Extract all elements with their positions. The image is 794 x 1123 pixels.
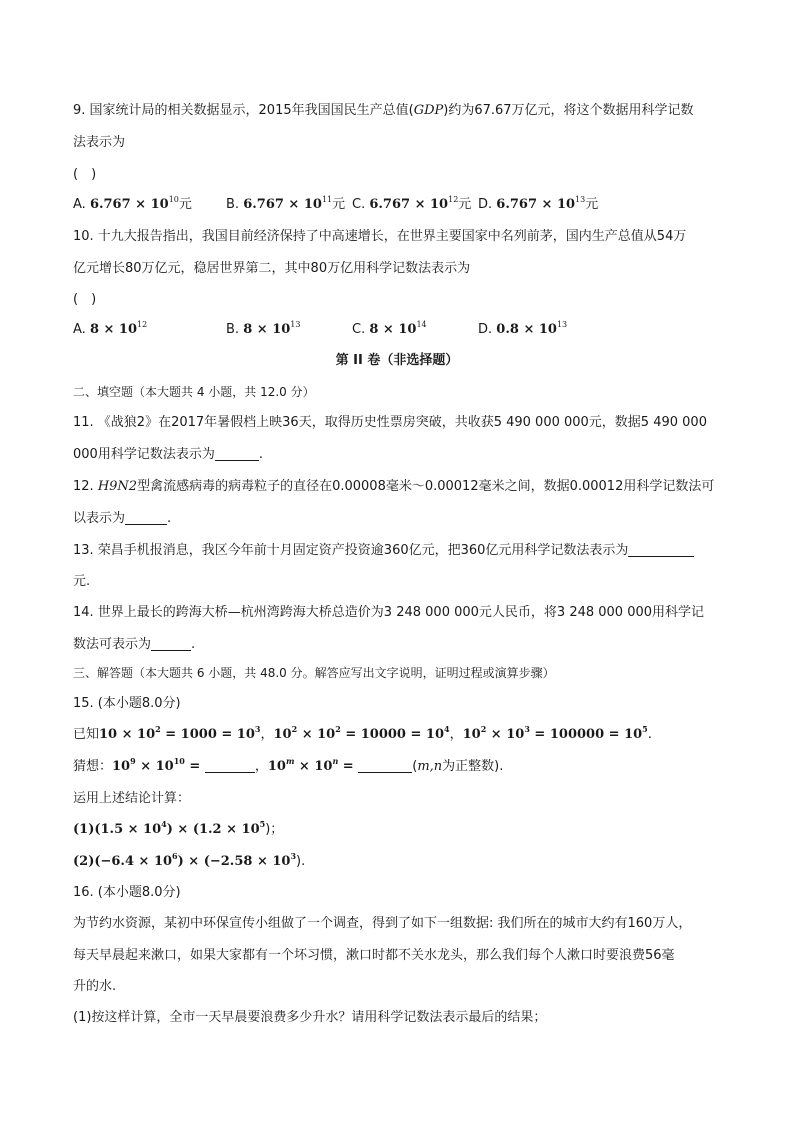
part2-title: 第 II 卷（非选择题）: [335, 353, 459, 368]
q15-guess-blank-2[interactable]: [358, 758, 412, 773]
q13-answer-blank[interactable]: [628, 542, 694, 557]
q16-header: 16. (本小题8.0分): [73, 885, 181, 900]
q11-line2: 000用科学记数法表示为 .: [73, 447, 263, 462]
q11-answer-blank[interactable]: [215, 446, 259, 461]
q9-line1: 9. 国家统计局的相关数据显示，2015年我国国民生产总值(GDP)约为67.67万亿元，将这个数据用科学记数: [73, 103, 694, 118]
q10-option-c: C. $8 \times 10^{14}$: [352, 320, 427, 337]
q9-option-b: B. $6.767 \times 10^{11}$元: [226, 195, 346, 212]
q12-line2: 以表示为 .: [73, 511, 172, 526]
q12-line1: 12. H9N2型禽流感病毒的病毒粒子的直径在0.00008毫米～0.00012毫米之间，数据0.00012用科学记数法可: [73, 479, 715, 494]
q15-calc2: $(2)(-6.4 \times 10^6) \times (-2.58 \times 10^3)$.: [73, 851, 306, 869]
q13-line2: 元.: [73, 574, 91, 589]
q10-option-d: D. $0.8 \times 10^{13}$: [478, 320, 568, 337]
q15-apply: 运用上述结论计算：: [73, 791, 191, 806]
q16-line2: 每天早晨起来漱口，如果大家都有一个坏习惯，漱口时都不关水龙头，那么我们每个人漱口时要浪费56毫: [73, 948, 675, 963]
q15-guess: 猜想：$10^9 \times 10^{10}$ = ，$10^m \times 10^n = (m,n$为正整数).: [73, 756, 504, 774]
q10-option-a: A. $8 \times 10^{12}$: [73, 320, 148, 337]
q9-option-a: A. $6.767 \times 10^{10}$元: [73, 195, 192, 212]
q9-paren: ( ): [73, 167, 97, 182]
q10-line1: 10. 十九大报告指出，我国目前经济保持了中高速增长，在世界主要国家中名列前茅，国内生产总值从54万: [73, 229, 687, 244]
q10-option-b: B. $8 \times 10^{13}$: [226, 320, 301, 337]
q11-line1: 11. 《战狼2》在2017年暑假档上映36天，取得历史性票房突破，共收获5 490 000 000元，数据5 490 000: [73, 415, 707, 430]
q16-line1: 为节约水资源，某初中环保宣传小组做了一个调查，得到了如下一组数据: 我们所在的城市大约有160万人，: [73, 916, 692, 931]
q10-line2: 亿元增长80万亿元，稳居世界第二，其中80万亿用科学记数法表示为: [73, 261, 471, 276]
q15-guess-blank-1[interactable]: [205, 758, 255, 773]
section2-heading: 二、填空题（本大题共 4 小题，共 12.0 分）: [73, 385, 315, 399]
q15-known: 已知$10 \times 10^2 = 1000 = 10^3$，$10^2 \times 10^2 = 10000 = 10^4$，$10^2 \times 10^3 = 100000 = 10^5$.: [73, 724, 652, 742]
q13-line1: 13. 荣昌手机报消息，我区今年前十月固定资产投资逾360亿元，把360亿元用科学记数法表示为: [73, 541, 694, 561]
q12-answer-blank[interactable]: [125, 510, 167, 525]
q10-paren: ( ): [73, 292, 97, 307]
q9-option-d: D. $6.767 \times 10^{13}$元: [478, 195, 599, 212]
q14-line1: 14. 世界上最长的跨海大桥—杭州湾跨海大桥总造价为3 248 000 000元人民币，将3 248 000 000用科学记: [73, 605, 705, 620]
q9-line2: 法表示为: [73, 135, 126, 150]
q14-line2: 数法可表示为 .: [73, 637, 196, 652]
q15-header: 15. (本小题8.0分): [73, 696, 181, 711]
q16-line3: 升的水.: [73, 979, 117, 994]
q16-line4: (1)按这样计算，全市一天早晨要浪费多少升水？请用科学记数法表示最后的结果；: [73, 1010, 547, 1025]
section3-heading: 三、解答题（本大题共 6 小题，共 48.0 分。解答应写出文字说明，证明过程或演算步骤）: [73, 666, 555, 680]
q9-option-c: C. $6.767 \times 10^{12}$元: [352, 195, 472, 212]
q15-calc1: $(1)(1.5 \times 10^4) \times (1.2 \times 10^5)$；: [73, 819, 284, 837]
q14-answer-blank[interactable]: [151, 636, 191, 651]
